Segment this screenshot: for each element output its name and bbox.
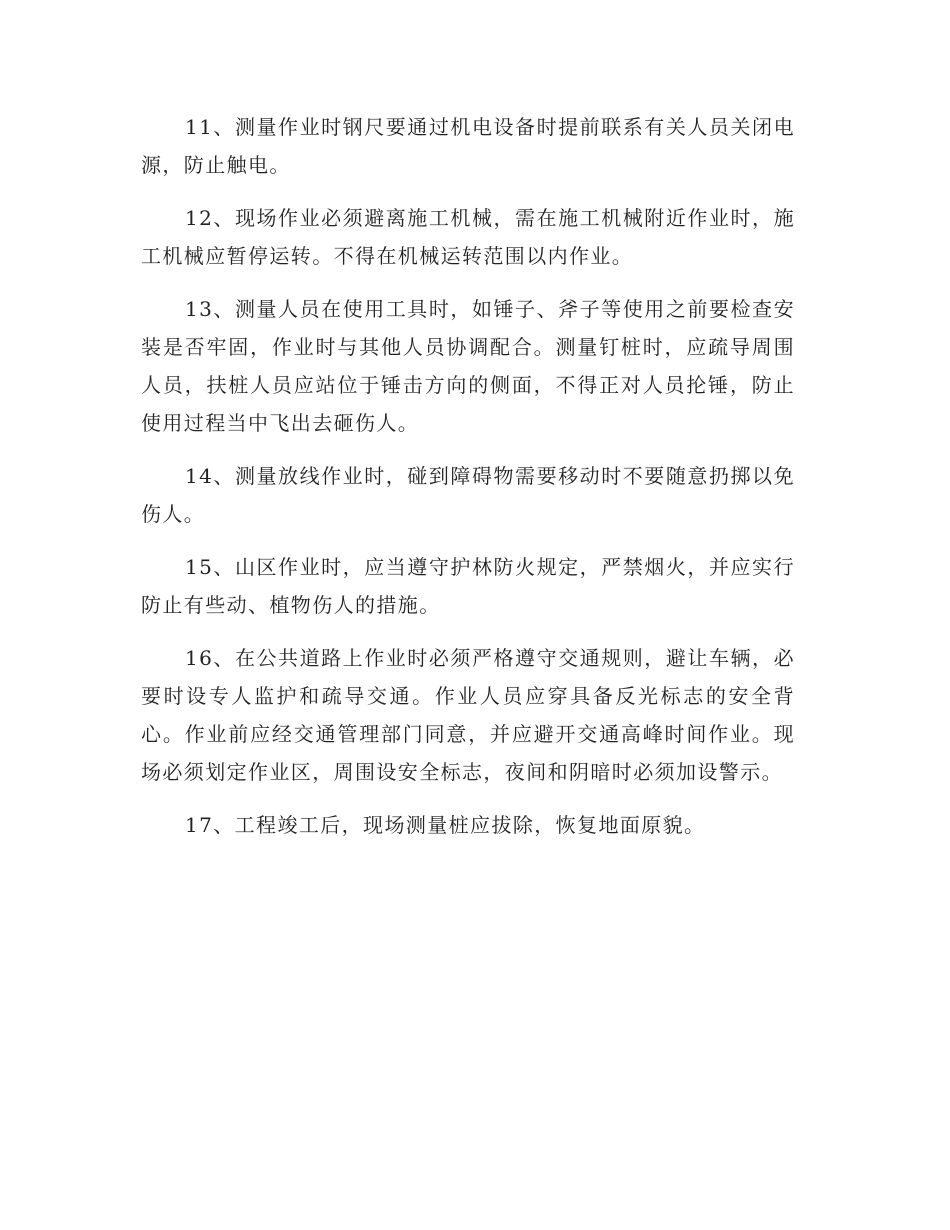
document-body <box>141 108 795 859</box>
paragraph-item-12: 12、现场作业必须避离施工机械，需在施工机械附近作业时，施工机械应暂停运转。不得在机械运转范围以内作业。 <box>141 206 795 268</box>
paragraph-item-13: 13、测量人员在使用工具时，如锤子、斧子等使用之前要检查安装是否牢固，作业时与其他人员协调配合。测量钉桩时，应疏导周围人员，扶桩人员应站位于锤击方向的侧面，不得正对人员抡锤，防止使用过程当中飞出去砸伤人。 <box>141 297 795 435</box>
paragraph-item-16: 16、在公共道路上作业时必须严格遵守交通规则，避让车辆，必要时设专人监护和疏导交通。作业人员应穿具备反光标志的安全背心。作业前应经交通管理部门同意，并应避开交通高峰时间作业。现场必须划定作业区，周围设安全标志，夜间和阴暗时必须加设警示。 <box>141 646 795 784</box>
paragraph-item-17: 17、工程竣工后，现场测量桩应拔除，恢复地面原貌。 <box>185 813 706 837</box>
paragraph-item-11: 11、测量作业时钢尺要通过机电设备时提前联系有关人员关闭电源，防止触电。 <box>141 115 795 177</box>
paragraph-item-14: 14、测量放线作业时，碰到障碍物需要移动时不要随意扔掷以免伤人。 <box>141 464 795 526</box>
paragraph-item-15: 15、山区作业时，应当遵守护林防火规定，严禁烟火，并应实行防止有些动、植物伤人的措施。 <box>141 555 795 617</box>
